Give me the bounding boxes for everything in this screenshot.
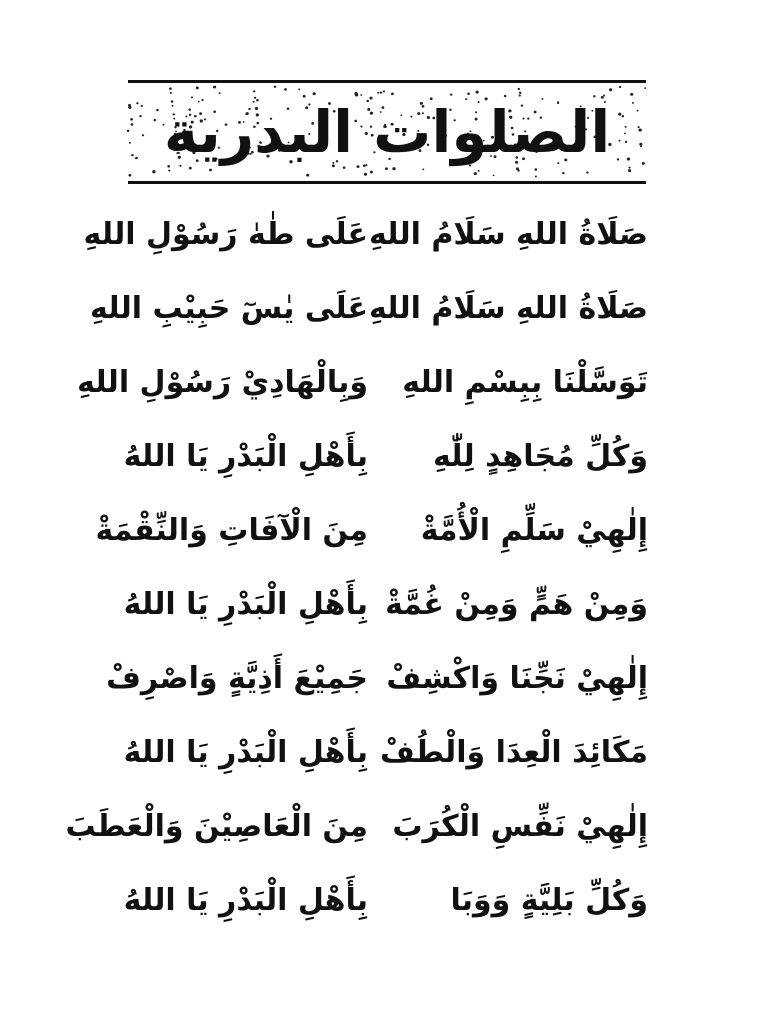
- verse-second-hemistich: عَلَى يٰسٓ حَبِيْبِ اللهِ: [90, 291, 368, 326]
- verse-row: [106, 644, 648, 714]
- verse-first-hemistich: إِلٰهِيْ سَلِّمِ الْأُمَّةْ: [420, 513, 648, 548]
- verse-first-hemistich: صَلَاةُ اللهِ سَلَامُ اللهِ: [368, 217, 648, 252]
- verse-row: [83, 200, 648, 270]
- verse-first-hemistich: وَمِنْ هَمٍّ وَمِنْ غُمَّةْ: [385, 587, 648, 622]
- verse-first-hemistich: مَكَائِدَ الْعِدَا وَالْطُفْ: [379, 735, 648, 770]
- verse-row: [118, 866, 648, 936]
- verse-first-hemistich: إِلٰهِيْ نَجِّنَا وَاكْشِفْ: [386, 661, 648, 696]
- verse-second-hemistich: جَمِيْعَ أَذِيَّةٍ وَاصْرِفْ: [106, 661, 368, 696]
- verse-second-hemistich: وَبِالْهَادِيْ رَسُوْلِ اللهِ: [77, 365, 368, 400]
- verse-second-hemistich: بِأَهْلِ الْبَدْرِ يَا اللهُ: [123, 439, 368, 474]
- title-panel: [128, 80, 646, 184]
- verse-row: [118, 422, 648, 492]
- verse-second-hemistich: بِأَهْلِ الْبَدْرِ يَا اللهُ: [123, 735, 368, 770]
- verse-first-hemistich: صَلَاةُ اللهِ سَلَامُ اللهِ: [368, 291, 648, 326]
- verse-list: [65, 200, 648, 960]
- verse-second-hemistich: عَلَى طٰهٰ رَسُوْلِ اللهِ: [83, 217, 368, 252]
- verse-second-hemistich: مِنَ الْآفَاتِ وَالنِّقْمَةْ: [95, 513, 368, 548]
- verse-row: [118, 718, 648, 788]
- verse-row: [77, 348, 648, 418]
- verse-row: [90, 274, 648, 344]
- verse-first-hemistich: وَكُلِّ مُجَاهِدٍ لِلّٰهِ: [432, 439, 648, 474]
- verse-first-hemistich: وَكُلِّ بَلِيَّةٍ وَوَبَا: [450, 883, 648, 918]
- verse-second-hemistich: بِأَهْلِ الْبَدْرِ يَا اللهُ: [123, 883, 368, 918]
- verse-second-hemistich: بِأَهْلِ الْبَدْرِ يَا اللهُ: [123, 587, 368, 622]
- page-title: الصلوات البدرية: [163, 98, 611, 166]
- verse-second-hemistich: مِنَ الْعَاصِيْنَ وَالْعَطَبَ: [65, 809, 368, 844]
- verse-first-hemistich: إِلٰهِيْ نَفِّسِ الْكُرَبَ: [392, 809, 648, 844]
- verse-row: [95, 496, 648, 566]
- verse-first-hemistich: تَوَسَّلْنَا بِبِسْمِ اللهِ: [402, 365, 648, 400]
- verse-row: [65, 792, 648, 862]
- verse-row: [118, 570, 648, 640]
